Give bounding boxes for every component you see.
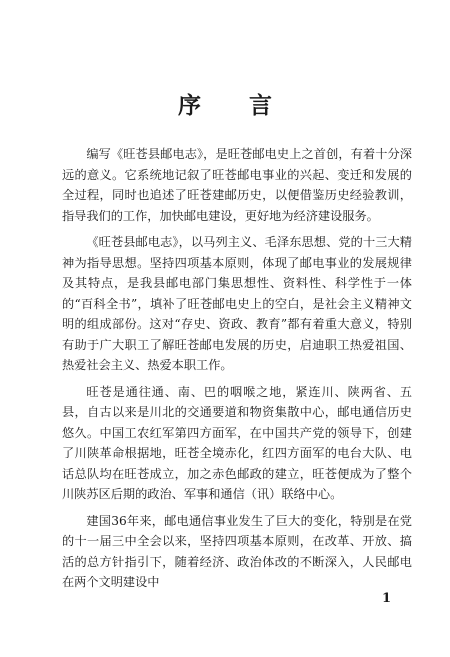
page-title: 序 言 bbox=[177, 92, 292, 119]
paragraph-4: 建国36年来，邮电通信事业发生了巨大的变化，特别是在党的十一届三中全会以来，坚持四项基本原则，在改革、开放、搞活的总方针指引下，随着经济、政治体改的不断深入，人民邮电在两个文明建设中 bbox=[62, 513, 412, 589]
preface-body bbox=[62, 144, 412, 599]
paragraph-3: 旺苍是通往通、南、巴的咽喉之地，紧连川、陕两省、五县，自古以来是川北的交通要道和物资集散中心，邮电通信历史悠久。中国工农红军第四方面军，在中国共产党的领导下，创建了川陕革命根据地，旺苍全境赤化，红四方面军的电台大队、电话总队均在旺苍成立，加之赤色邮政的建立，旺苍便成为了整个川陕苏区后期的政治、军事和通信（讯）联络中心。 bbox=[62, 384, 412, 501]
paragraph-1: 编写《旺苍县邮电志》，是旺苍邮电史上之首创，有着十分深远的意义。它系统地记叙了旺苍邮电事业的兴起、变迁和发展的全过程，同时也追述了旺苍建邮历史，以便借鉴历史经验教训，指导我们的工作，加快邮电建设，更好地为经济建设服务。 bbox=[62, 147, 412, 223]
page-number: 1 bbox=[382, 591, 392, 606]
paragraph-2: 《旺苍县邮电志》，以马列主义、毛泽东思想、党的十三大精神为指导思想。坚持四项基本原则，体现了邮电事业的发展规律及其特点，是我县邮电部门集思想性、资料性、科学性于一体的“百科全书”，填补了旺苍邮电史上的空白，是社会主义精神文明的组成部份。这对“存史、资政、教育”都有着重大意义，特别有助于广大职工了解旺苍邮电发展的历史，启迪职工热爱祖国、热爱社会主义、热爱本职工作。 bbox=[62, 235, 412, 372]
